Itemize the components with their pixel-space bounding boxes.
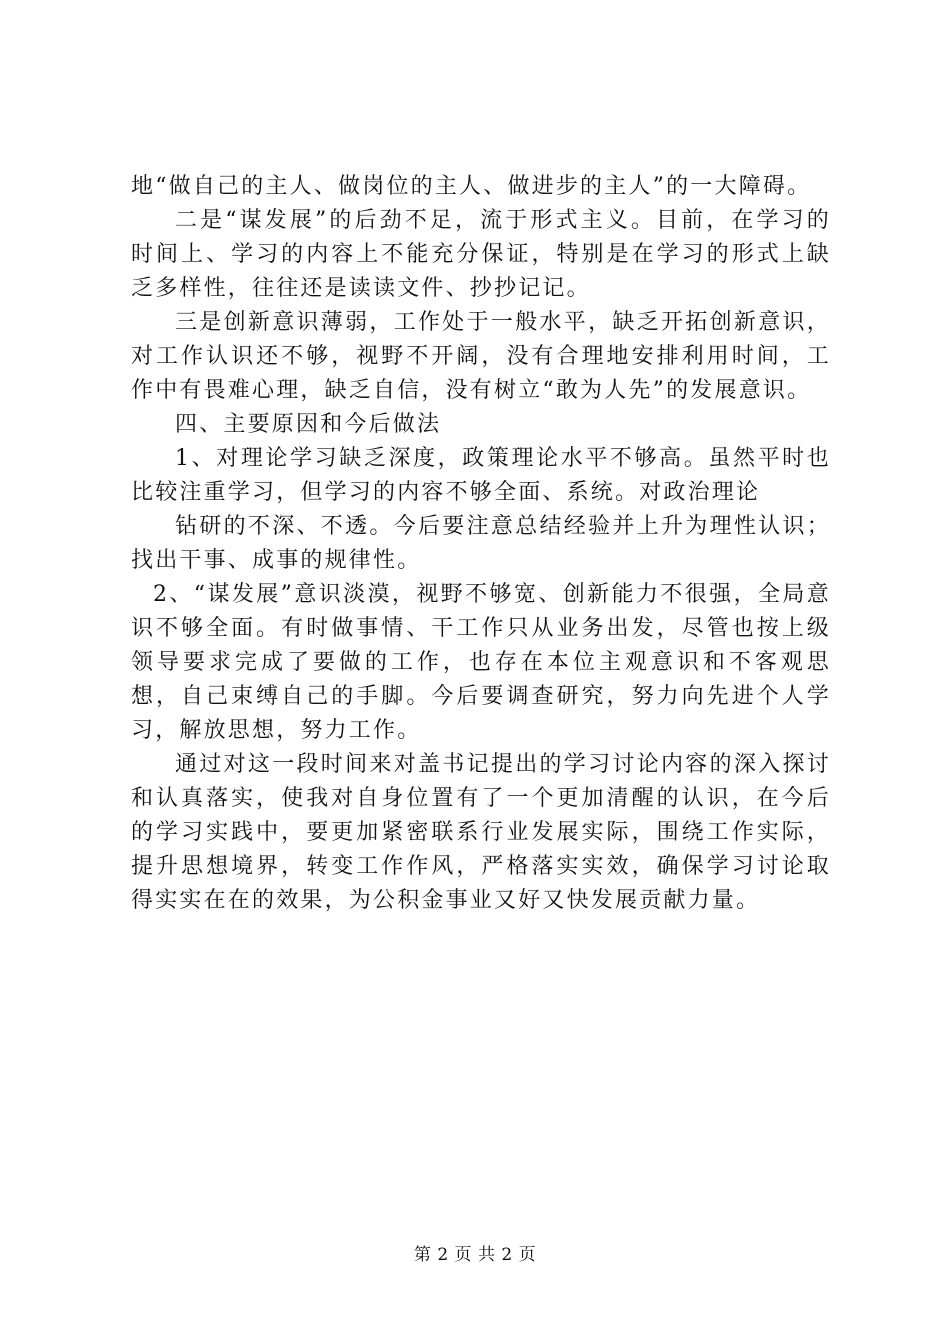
paragraph-point-three: 三是创新意识薄弱，工作处于一般水平，缺乏开拓创新意识，对工作认识还不够，视野不开阔，没有合理地安排利用时间，工作中有畏难心理，缺乏自信，没有树立“敢为人先”的发展意识。: [131, 310, 831, 403]
section-heading-four: 四、主要原因和今后做法: [175, 412, 442, 437]
paragraph-conclusion: 通过对这一段时间来对盖书记提出的学习讨论内容的深入探讨和认真落实，使我对自身位置有了一个更加清醒的认识，在今后的学习实践中，要更加紧密联系行业发展实际，围绕工作实际，提升思想境界，转变工作作风，严格落实实效，确保学习讨论取得实实在在的效果，为公积金事业又好又快发展贡献力量。: [131, 752, 831, 913]
paragraph-item-two: 2、“谋发展”意识淡漠，视野不够宽、创新能力不很强，全局意识不够全面。有时做事情、干工作只从业务出发，尽管也按上级领导要求完成了要做的工作，也存在本位主观意识和不客观思想，自己束缚自己的手脚。今后要调查研究，努力向先进个人学习，解放思想，努力工作。: [131, 582, 831, 743]
page-number-footer: 第 2 页 共 2 页: [413, 1245, 537, 1265]
paragraph-item-one: 1、对理论学习缺乏深度，政策理论水平不够高。虽然平时也比较注重学习，但学习的内容不够全面、系统。对政治理论: [131, 446, 831, 505]
paragraph-continuation: 地“做自己的主人、做岗位的主人、做进步的主人”的一大障碍。: [131, 174, 812, 199]
paragraph-point-two: 二是“谋发展”的后劲不足，流于形式主义。目前，在学习的时间上、学习的内容上不能充分保证，特别是在学习的形式上缺乏多样性，往往还是读读文件、抄抄记记。: [131, 208, 831, 301]
paragraph-item-one-continued: 钻研的不深、不透。今后要注意总结经验并上升为理性认识；找出干事、成事的规律性。: [131, 514, 831, 573]
document-body: [131, 170, 831, 918]
